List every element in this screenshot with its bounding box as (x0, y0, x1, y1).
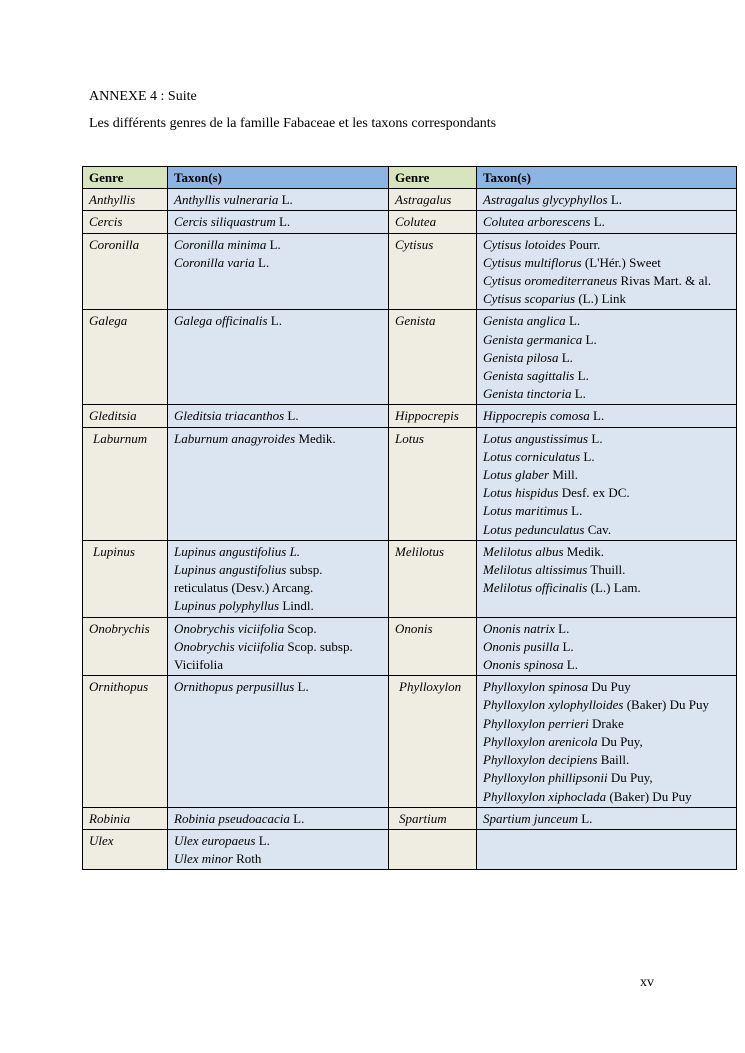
taxon-author: L. (589, 408, 605, 424)
taxon-author: Baill. (597, 752, 630, 768)
table-row (83, 189, 737, 211)
taxon-author: L. (559, 638, 574, 654)
taxon-line (483, 521, 730, 539)
taxon-name: Lotus maritimus (483, 503, 568, 519)
taxon-author: Thuill. (587, 562, 626, 578)
taxon-cell-left (168, 405, 389, 427)
taxon-name: Lotus corniculatus (483, 448, 581, 464)
taxon-line (174, 407, 382, 425)
genre-cell-left: Gleditsia (83, 405, 168, 427)
taxon-author: Medik. (295, 430, 336, 446)
taxon-author: Mill. (549, 467, 578, 483)
taxon-author: (L'Hér.) Sweet (581, 254, 661, 270)
taxon-line (483, 484, 730, 502)
taxon-cell-right (477, 829, 737, 869)
page-number: xv (640, 975, 654, 990)
taxon-name: Cytisus lotoides (483, 236, 566, 252)
taxon-author: L. (294, 679, 309, 695)
genre-cell-right: Lotus (389, 427, 477, 540)
taxon-name: Phylloxylon xiphoclada (483, 788, 607, 804)
taxon-author: L. (563, 657, 578, 673)
taxon-line (483, 312, 730, 330)
taxon-name: Lupinus angustifolius L. (174, 543, 301, 559)
taxon-name: Lotus glaber (483, 467, 550, 483)
taxon-cell-right (477, 310, 737, 405)
taxon-name: Lupinus polyphyllus (174, 598, 280, 614)
header-taxon-right: Taxon(s) (477, 167, 737, 189)
taxon-author: L. (284, 408, 299, 424)
taxon-name: Robinia pseudoacacia (174, 810, 290, 826)
taxon-line (483, 769, 730, 787)
genre-cell-left: Anthyllis (83, 189, 168, 211)
taxon-name: Cytisus multiflorus (483, 254, 582, 270)
taxon-line (174, 213, 382, 231)
taxon-cell-right (477, 189, 737, 211)
taxon-cell-right (477, 676, 737, 807)
taxon-name: Genista pilosa (483, 349, 559, 365)
genre-cell-right: Colutea (389, 211, 477, 233)
taxon-name: Lotus pedunculatus (483, 521, 585, 537)
taxon-author: L. (577, 810, 593, 826)
taxon-author: Pourr. (565, 236, 601, 252)
taxon-name: Cytisus oromediterraneus (483, 273, 618, 289)
genre-cell-right: Spartium (389, 807, 477, 829)
taxon-name: Lotus hispidus (483, 485, 559, 501)
taxon-line (483, 236, 730, 254)
taxon-line (483, 349, 730, 367)
taxon-author: L. (275, 214, 291, 230)
taxon-name: Melilotus officinalis (483, 580, 588, 596)
taxon-cell-left (168, 233, 389, 310)
taxon-name: Phylloxylon xylophylloides (483, 697, 624, 713)
taxon-author: L. (571, 386, 586, 402)
taxon-name: Lotus angustissimus (483, 430, 589, 446)
taxon-author: Du Puy (588, 679, 631, 695)
genre-cell-right: Astragalus (389, 189, 477, 211)
taxon-line (483, 715, 730, 733)
taxon-cell-left (168, 617, 389, 676)
taxon-author: (L.) Lam. (587, 580, 641, 596)
taxon-author: subsp. (286, 562, 323, 578)
taxon-author: L. (554, 620, 570, 636)
taxon-name: Phylloxylon spinosa (483, 679, 589, 695)
table-row (83, 676, 737, 807)
taxon-author: L. (567, 503, 583, 519)
table-header-row (83, 167, 737, 189)
taxon-author: Viciifolia (174, 657, 224, 673)
taxon-line (483, 788, 730, 806)
taxon-line (174, 832, 382, 850)
taxon-author: Du Puy, (607, 770, 653, 786)
taxon-author: (Baker) Du Puy (606, 788, 692, 804)
taxon-cell-right (477, 807, 737, 829)
taxon-line (174, 678, 382, 696)
taxon-line (174, 236, 382, 254)
taxon-line (483, 678, 730, 696)
taxon-name: Phylloxylon perrieri (483, 715, 589, 731)
taxon-author: Roth (232, 851, 262, 867)
genre-cell-left: Ulex (83, 829, 168, 869)
taxon-line (174, 850, 382, 868)
taxon-name: Onobrychis viciifolia (174, 620, 285, 636)
taxon-line (483, 733, 730, 751)
taxon-cell-right (477, 427, 737, 540)
taxon-name: Genista tinctoria (483, 386, 572, 402)
taxon-name: Coronilla varia (174, 254, 255, 270)
fabaceae-genera-table (82, 166, 737, 870)
taxon-line (483, 638, 730, 656)
table-row (83, 617, 737, 676)
taxon-author: L. (267, 313, 282, 329)
taxon-cell-left (168, 676, 389, 807)
genre-cell-left: Lupinus (83, 540, 168, 617)
taxon-author: Du Puy, (597, 733, 643, 749)
taxon-line (174, 579, 382, 597)
taxon-name: Spartium junceum (483, 810, 578, 826)
taxon-name: Ononis spinosa (483, 657, 564, 673)
taxon-line (483, 331, 730, 349)
taxon-name: Gleditsia triacanthos (174, 408, 285, 424)
taxon-author: L. (588, 430, 603, 446)
table-row (83, 829, 737, 869)
taxon-name: Ornithopus perpusillus (174, 679, 295, 695)
taxon-line (483, 430, 730, 448)
table-row (83, 540, 737, 617)
taxon-name: Galega officinalis (174, 313, 268, 329)
genre-cell-left: Laburnum (83, 427, 168, 540)
table-row (83, 233, 737, 310)
taxon-name: Astragalus glycyphyllos (483, 192, 608, 208)
taxon-author: reticulatus (Desv.) Arcang. (174, 580, 314, 596)
table-body (83, 189, 737, 870)
genre-cell-right: Genista (389, 310, 477, 405)
taxon-name: Cytisus scoparius (483, 291, 576, 307)
taxon-name: Colutea arborescens (483, 214, 591, 230)
taxon-author: L. (266, 236, 281, 252)
taxon-line (483, 656, 730, 674)
taxon-author: Medik. (563, 543, 604, 559)
taxon-name: Phylloxylon arenicola (483, 733, 598, 749)
taxon-line (174, 191, 382, 209)
taxon-name: Phylloxylon decipiens (483, 752, 598, 768)
taxon-author: Rivas Mart. & al. (617, 273, 712, 289)
taxon-line (174, 254, 382, 272)
taxon-line (483, 579, 730, 597)
taxon-name: Lupinus angustifolius (174, 562, 287, 578)
genre-cell-left: Galega (83, 310, 168, 405)
taxon-cell-left (168, 211, 389, 233)
taxon-name: Anthyllis vulneraria (174, 192, 279, 208)
taxon-line (483, 466, 730, 484)
taxon-line (483, 561, 730, 579)
taxon-name: Coronilla minima (174, 236, 267, 252)
taxon-line (483, 448, 730, 466)
taxon-cell-left (168, 540, 389, 617)
taxon-name: Melilotus altissimus (483, 562, 588, 578)
taxon-cell-left (168, 310, 389, 405)
taxon-line (483, 272, 730, 290)
taxon-author: L. (580, 448, 595, 464)
taxon-name: Genista sagittalis (483, 368, 575, 384)
taxon-line (174, 597, 382, 615)
genre-cell-left: Coronilla (83, 233, 168, 310)
taxon-cell-right (477, 211, 737, 233)
genre-cell-right: Melilotus (389, 540, 477, 617)
taxon-line (483, 407, 730, 425)
table-row (83, 310, 737, 405)
taxon-cell-left (168, 189, 389, 211)
taxon-author: Desf. ex DC. (558, 485, 630, 501)
taxon-line (483, 810, 730, 828)
taxon-author: L. (289, 810, 305, 826)
taxon-author: L. (574, 368, 589, 384)
taxon-line (174, 638, 382, 656)
table-row (83, 807, 737, 829)
taxon-author: L. (582, 331, 597, 347)
genre-cell-left: Robinia (83, 807, 168, 829)
genre-cell-right (389, 829, 477, 869)
header-genre-left: Genre (83, 167, 168, 189)
taxon-author: L. (278, 192, 293, 208)
taxon-author: L. (607, 192, 623, 208)
taxon-line (483, 254, 730, 272)
annex-title: ANNEXE 4 : Suite (89, 89, 197, 104)
taxon-name: Genista anglica (483, 313, 566, 329)
genre-cell-right: Ononis (389, 617, 477, 676)
taxon-line (483, 502, 730, 520)
taxon-line (483, 290, 730, 308)
taxon-line (174, 561, 382, 579)
taxon-author: L. (254, 254, 270, 270)
taxon-author: L. (590, 214, 605, 230)
taxon-name: Ulex minor (174, 851, 233, 867)
taxon-line (483, 213, 730, 231)
taxon-name: Hippocrepis comosa (483, 408, 590, 424)
genre-cell-left: Onobrychis (83, 617, 168, 676)
taxon-line (483, 543, 730, 561)
taxon-line (174, 620, 382, 638)
taxon-name: Laburnum anagyroides (174, 430, 296, 446)
taxon-line (483, 385, 730, 403)
taxon-author: Scop. (284, 620, 317, 636)
taxon-name: Ononis pusilla (483, 638, 560, 654)
taxon-line (483, 620, 730, 638)
taxon-name: Cercis siliquastrum (174, 214, 276, 230)
taxon-cell-right (477, 405, 737, 427)
taxon-cell-right (477, 617, 737, 676)
taxon-line (174, 543, 382, 561)
taxon-line (174, 312, 382, 330)
taxon-name: Ulex europaeus (174, 832, 256, 848)
header-genre-right: Genre (389, 167, 477, 189)
taxon-name: Melilotus albus (483, 543, 564, 559)
taxon-name: Ononis natrix (483, 620, 555, 636)
taxon-line (483, 367, 730, 385)
taxon-cell-left (168, 829, 389, 869)
taxon-cell-right (477, 540, 737, 617)
genre-cell-right: Hippocrepis (389, 405, 477, 427)
taxon-line (174, 656, 382, 674)
table-row (83, 405, 737, 427)
taxon-author: L. (565, 313, 581, 329)
genre-cell-left: Ornithopus (83, 676, 168, 807)
taxon-line (174, 810, 382, 828)
taxon-author: Scop. subsp. (284, 638, 353, 654)
annex-subtitle: Les différents genres de la famille Fabaceae et les taxons correspondants (89, 116, 497, 131)
taxon-name: Genista germanica (483, 331, 583, 347)
taxon-author: L. (255, 832, 270, 848)
table-row (83, 211, 737, 233)
taxon-author: Lindl. (279, 598, 314, 614)
taxon-line (174, 430, 382, 448)
taxon-author: L. (558, 349, 573, 365)
taxon-name: Phylloxylon phillipsonii (483, 770, 608, 786)
genre-cell-left: Cercis (83, 211, 168, 233)
table-row (83, 427, 737, 540)
taxon-line (483, 751, 730, 769)
taxon-cell-right (477, 233, 737, 310)
taxon-author: (Baker) Du Puy (623, 697, 710, 713)
header-taxon-left: Taxon(s) (168, 167, 389, 189)
taxon-line (483, 191, 730, 209)
taxon-line (483, 696, 730, 714)
taxon-cell-left (168, 807, 389, 829)
taxon-cell-left (168, 427, 389, 540)
genre-cell-right: Phylloxylon (389, 676, 477, 807)
taxon-author: Cav. (584, 521, 612, 537)
genre-cell-right: Cytisus (389, 233, 477, 310)
taxon-name: Onobrychis viciifolia (174, 638, 285, 654)
taxon-author: Drake (588, 715, 624, 731)
taxon-author: (L.) Link (575, 291, 626, 307)
